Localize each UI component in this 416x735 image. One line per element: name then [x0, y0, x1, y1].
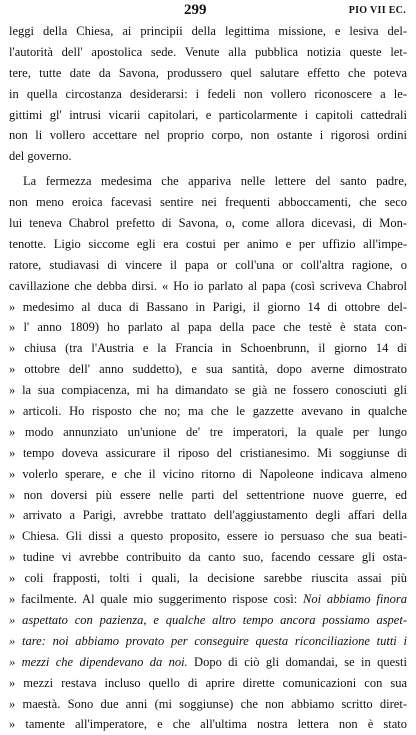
text-line: ratore, studiavasi di vincere il papa or coll'una or coll'altra ragione, o	[9, 257, 407, 272]
italic-quote: » mezzi che dipendevano da noi.	[9, 654, 188, 669]
text-line	[9, 652, 407, 673]
italic-quote: Noi abbiamo finora	[297, 592, 407, 607]
text-line: non meno eroica facevasi sentire nei frequenti abboccamenti, che seco	[9, 195, 407, 210]
page-header	[0, 2, 416, 18]
text-line: non li vollero accettare nel proprio corpo, non ostante i rigorosi ordini	[9, 128, 407, 143]
text-line	[9, 610, 407, 631]
text-line: l'autorità dell' apostolica sede. Venute alla pubblica notizia queste let-	[9, 44, 407, 59]
text-line: cavillazione che debba dirsi. « Ho io parlato al papa (così scriveva Chabrol	[9, 278, 407, 293]
text-line: » non doversi più essere nelle parti del settentrione nuove guerre, ed	[9, 487, 407, 502]
text-line: lui teneva Chabrol prefetto di Savona, o, come allora dicevasi, di Mon-	[9, 216, 407, 231]
page-number: 299	[184, 2, 207, 18]
text-line: » tamente all'imperatore, e che all'ultima nostra lettera non è stato	[9, 717, 407, 732]
text-line: » l' anno 1809) ho parlato al papa della pace che testè è stata con-	[9, 320, 407, 335]
text-line	[9, 631, 407, 652]
text-line: » chiusa (tra l'Austria e la Francia in Schoenbrunn, il giorno 14 di	[9, 341, 407, 356]
text-line: » medesimo al duca di Bassano in Parigi, il giorno 14 di ottobre del-	[9, 299, 407, 314]
text-line: » la sua compiacenza, mi ha dimandato se già ne fossero conosciuti gli	[9, 383, 407, 398]
text-line	[9, 589, 407, 610]
text-line: » tudine vi avrebbe contribuito da canto suo, facendo cessare gli osta-	[9, 550, 407, 565]
text-run: » facilmente. Al quale mio suggerimento rispose così:	[9, 592, 298, 607]
text-line: » ottobre dell' anno suddetto), e sua santità, dopo averne dimostrato	[9, 362, 407, 377]
body-text	[9, 21, 407, 735]
text-line: gittimi gl' intrusi vicarii capitolari, e particolarmente i capitoli cattedrali	[9, 107, 407, 122]
text-line: tere, tutte date da Savona, produssero quel salutare effetto che poteva	[9, 65, 407, 80]
text-line: » tempo doveva assicurare il riposo del cristianesimo. Mi soggiunse di	[9, 445, 407, 460]
text-line: leggi della Chiesa, ai principii della legittima missione, e lesiva del-	[9, 24, 407, 38]
text-line: » maestà. Sono due anni (mi soggiunse) che non abbiamo scritto diret-	[9, 696, 407, 711]
text-line: tenotte. Ligio siccome egli era costui per animo e per uffizio all'impe-	[9, 236, 407, 251]
text-line: » coli frapposti, tolti i quali, la decisione sarebbe riuscita assai più	[9, 571, 407, 586]
text-line: » Chiesa. Gli dissi a questo proposito, essere io persuaso che sua beati-	[9, 529, 407, 544]
text-run: Dopo di ciò gli domandai, se in questi	[187, 654, 407, 669]
text-line: » modo annunziato un'unione de' tre imperatori, la quale per lungo	[9, 424, 407, 439]
text-line: » articoli. Ho risposto che no; ma che le gazzette avevano in qualche	[9, 404, 407, 419]
running-head: PIO VII EC.	[348, 5, 406, 16]
text-line: » arrivato a Parigi, avrebbe trattato dell'aggiustamento degli affari della	[9, 508, 407, 523]
text-line: in quella circostanza desiderarsi: i fedeli non vollero riconoscere a le-	[9, 86, 407, 101]
italic-quote: » aspettato con pazienza, e qualche altro tempo ancora possiamo aspet-	[9, 612, 407, 627]
italic-quote: » tare: noi abbiamo provato per conseguire questa riconciliazione tutti i	[9, 633, 407, 648]
text-line: » mezzi restava incluso quello di aprire dirette comunicazioni con sua	[9, 675, 407, 690]
paragraph-start: La fermezza medesima che appariva nelle lettere del santo padre,	[23, 174, 407, 189]
text-line: » volerlo sperare, e che il vicino ritorno di Napoleone indicava almeno	[9, 466, 407, 481]
text-line: del governo.	[9, 149, 72, 164]
